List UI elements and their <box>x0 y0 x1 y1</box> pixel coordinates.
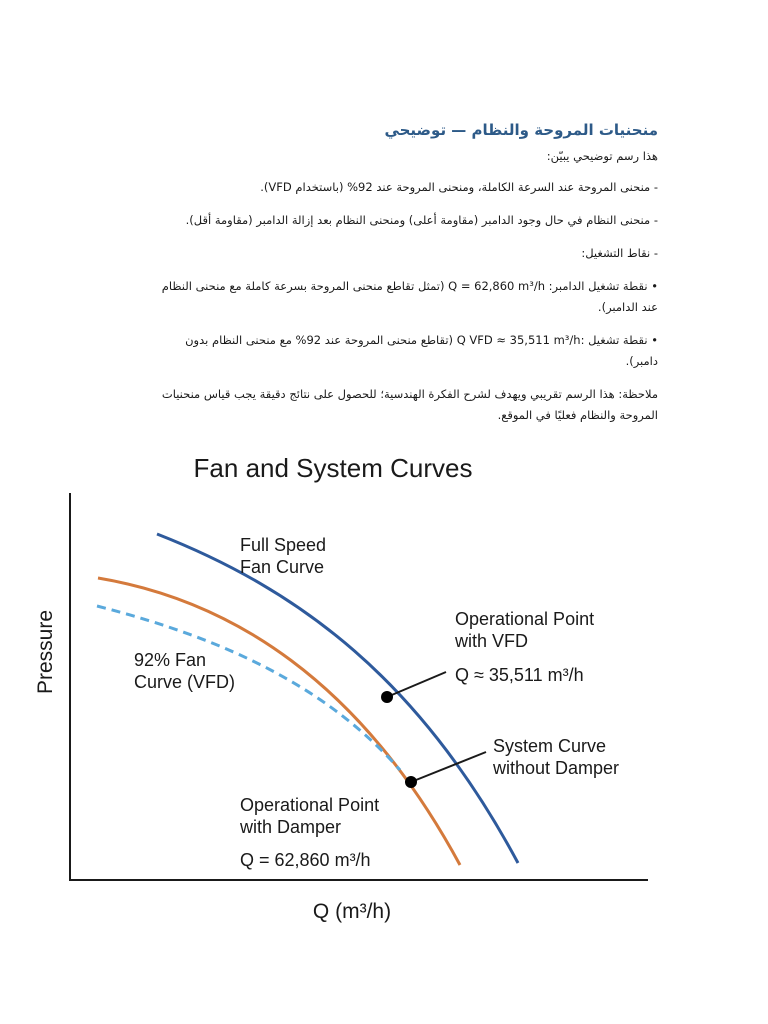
label-op-damper <box>239 795 384 837</box>
label-full-speed <box>240 535 331 577</box>
bullet-fan-curves: - منحنى المروحة عند السرعة الكاملة، ومنحنى المروحة عند 92% (باستخدام VFD). <box>260 180 658 194</box>
document-intro: هذا رسم توضيحي يبيّن: <box>546 149 658 163</box>
chart-svg <box>0 440 768 940</box>
bullet-system-curves: - منحنى النظام في حال وجود الدامبر (مقاومة أعلى) ومنحنى النظام بعد إزالة الدامبر (مقاومة أقل). <box>185 213 658 227</box>
label-vfd-92 <box>134 650 235 692</box>
operational-point-vfd-marker <box>381 691 393 703</box>
label-system-line1: System Curve <box>493 736 607 756</box>
label-op-damper-value: Q = 62,860 m³/h <box>240 850 371 870</box>
label-vfd-92-line1: 92% Fan <box>134 650 207 670</box>
label-full-speed-line2: Fan Curve <box>240 557 325 577</box>
operational-point-damper-marker <box>405 776 417 788</box>
x-axis-label: Q (m³/h) <box>312 900 392 923</box>
label-op-vfd-value: Q ≈ 35,511 m³/h <box>455 665 584 685</box>
point-vfd: • نقطة تشغيل :Q VFD ≈ 35,511 m³/h (تقاطع منحنى المروحة عند 92% مع منحنى النظام بدون دامبر). <box>185 333 658 368</box>
document-text <box>150 118 658 438</box>
chart-title: Fan and System Curves <box>193 453 473 483</box>
label-op-damper-line2: with Damper <box>240 817 342 837</box>
label-op-vfd-line1: Operational Point <box>455 609 595 629</box>
document-heading: منحنيات المروحة والنظام — توضيحي <box>384 121 658 139</box>
label-system-line2: without Damper <box>493 758 620 778</box>
bullet-operating-points: - نقاط التشغيل: <box>581 246 658 260</box>
fan-system-chart <box>0 440 768 940</box>
leader-line-vfd <box>387 672 446 697</box>
label-full-speed-line1: Full Speed <box>240 535 327 555</box>
label-op-vfd-line2: with VFD <box>455 631 529 651</box>
leader-line-system <box>411 752 486 782</box>
label-vfd-92-line2: Curve (VFD) <box>134 672 236 692</box>
label-op-vfd <box>454 609 599 651</box>
y-axis-label: Pressure <box>34 609 57 695</box>
label-op-damper-line1: Operational Point <box>240 795 380 815</box>
point-damper: • نقطة تشغيل الدامبر: Q = 62,860 m³/h (تمثل تقاطع منحنى المروحة بسرعة كاملة مع منحنى النظام عند الدامبر). <box>161 279 658 314</box>
label-system <box>492 736 619 778</box>
document-note: ملاحظة: هذا الرسم تقريبي ويهدف لشرح الفكرة الهندسية؛ للحصول على نتائج دقيقة يجب قياس منحنيات المروحة والنظام فعليًا في الموقع. <box>161 387 658 422</box>
